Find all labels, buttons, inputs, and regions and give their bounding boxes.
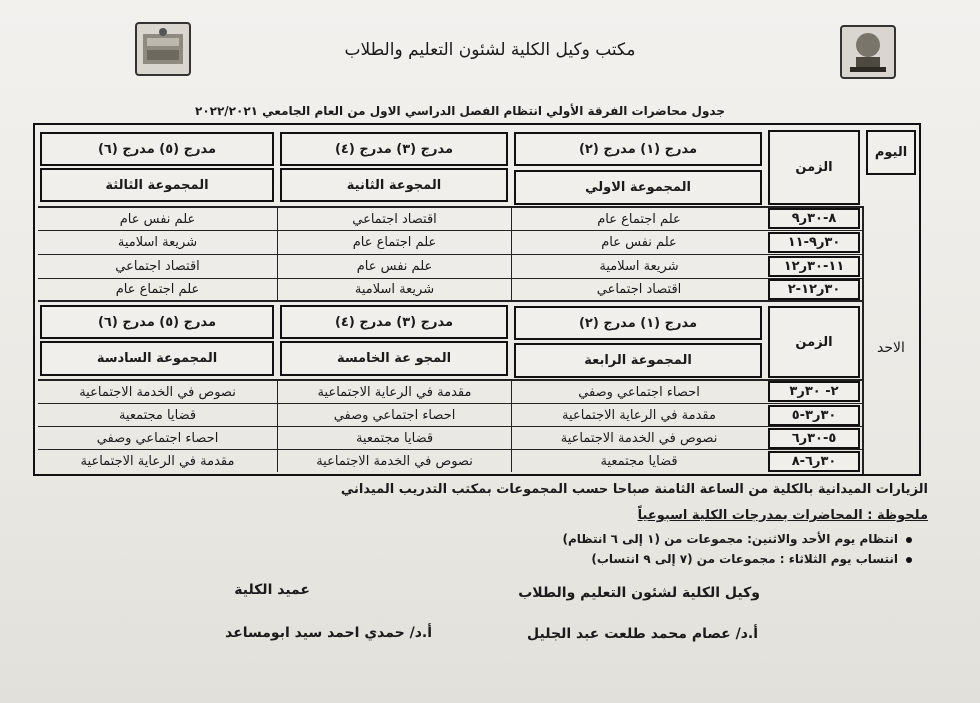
course-cell: علم نفس عام xyxy=(601,235,677,250)
time-header-2: الزمن xyxy=(768,306,860,378)
course-cell: نصوص في الخدمة الاجتماعية xyxy=(560,430,718,446)
time-slot: ٣٠ر١٢-٢ xyxy=(768,279,860,300)
bullet-item xyxy=(591,552,912,566)
bullet-icon xyxy=(906,537,912,543)
time-header: الزمن xyxy=(768,130,860,205)
col-line xyxy=(862,206,864,474)
course-cell: شريعة اسلامية xyxy=(117,235,198,250)
course-cell: نصوص في الخدمة الاجتماعية xyxy=(316,453,473,469)
course-cell: علم نفس عام xyxy=(119,211,196,227)
group-header-3: المجموعة الثالثة xyxy=(40,168,274,202)
group-header-2: المجوعة الثانية xyxy=(280,168,508,202)
course-cell: احصاء اجتماعي وصفي xyxy=(333,407,456,423)
course-cell: احصاء اجتماعي وصفي xyxy=(96,430,219,446)
vice-dean-name: أ.د/ عصام محمد طلعت عبد الجليل xyxy=(527,626,758,642)
course-cell: اقتصاد اجتماعي xyxy=(115,259,200,274)
vice-dean-title: وكيل الكلية لشئون التعليم والطلاب xyxy=(518,585,760,601)
office-title: مكتب وكيل الكلية لشئون التعليم والطلاب xyxy=(344,40,636,60)
remark-note: ملحوظة : المحاضرات بمدرجات الكلية اسبوعياً xyxy=(637,508,928,523)
group-header-1: المجموعة الاولي xyxy=(514,170,762,205)
field-visits-note: الزيارات الميدانية بالكلية من الساعة الثامنة صباحا حسب المجموعات بمكتب التدريب الميداني xyxy=(340,482,928,497)
bullet-item xyxy=(562,532,912,546)
bullet-icon xyxy=(906,557,912,563)
time-slot: ٨-٣٠ر٩ xyxy=(768,208,860,229)
course-cell: نصوص في الخدمة الاجتماعية xyxy=(79,384,236,400)
course-cell: مقدمة في الرعاية الاجتماعية xyxy=(317,384,472,400)
course-cell: مقدمة في الرعاية الاجتماعية xyxy=(80,453,235,469)
time-slot: ٢- ٣٠ر٣ xyxy=(768,381,860,402)
day-value: الاحد xyxy=(877,340,905,356)
course-cell: علم اجتماع عام xyxy=(352,235,437,250)
course-cell: اقتصاد اجتماعي xyxy=(596,282,682,297)
group-header-5: المجو عة الخامسة xyxy=(280,341,508,376)
time-slot: ٣٠ر٩-١١ xyxy=(768,232,860,253)
group-header-4: المجموعة الرابعة xyxy=(514,343,762,378)
course-cell: اقتصاد اجتماعي xyxy=(352,211,437,227)
hall-header-1: مدرج (١) مدرج (٢) xyxy=(514,132,762,166)
dean-title: عميد الكلية xyxy=(234,582,310,598)
faculty-logo xyxy=(135,22,191,76)
hall-header-2: مدرج (٣) مدرج (٤) xyxy=(280,132,508,166)
course-cell: قضايا مجتمعية xyxy=(118,407,197,423)
hall-header-3: مدرج (٥) مدرج (٦) xyxy=(40,305,274,339)
university-logo xyxy=(840,25,896,79)
course-cell: شريعة اسلامية xyxy=(354,282,435,297)
time-slot: ١١-٣٠ر١٢ xyxy=(768,256,860,277)
time-slot: ٥-٣٠ر٦ xyxy=(768,428,860,449)
bullet-text: انتساب يوم الثلاثاء : مجموعات من (٧ إلى ٩ انتساب) xyxy=(591,552,898,566)
course-cell: قضايا مجتمعية xyxy=(355,430,434,446)
hall-header-1: مدرج (١) مدرج (٢) xyxy=(514,306,762,340)
course-cell: علم اجتماع عام xyxy=(115,282,200,297)
time-slot: ٣٠ر٣-٥ xyxy=(768,405,860,426)
course-cell: علم نفس عام xyxy=(356,259,433,274)
time-slot: ٣٠ر٦-٨ xyxy=(768,451,860,472)
course-cell: احصاء اجتماعي وصفي xyxy=(578,384,700,400)
row-line xyxy=(38,300,864,302)
group-header-6: المجموعة السادسة xyxy=(40,341,274,376)
hall-header-3: مدرج (٥) مدرج (٦) xyxy=(40,132,274,166)
course-cell: علم اجتماع عام xyxy=(597,211,681,227)
course-cell: مقدمة في الرعاية الاجتماعية xyxy=(562,407,716,423)
bullet-text: انتظام يوم الأحد والاثنين: مجموعات من (١ إلى ٦ انتظام) xyxy=(562,532,898,546)
dean-name: أ.د/ حمدي احمد سيد ابومساعد xyxy=(225,625,432,641)
hall-header-2: مدرج (٣) مدرج (٤) xyxy=(280,305,508,339)
day-header: اليوم xyxy=(866,130,916,175)
course-cell: قضايا مجتمعية xyxy=(600,453,678,469)
schedule-title: جدول محاضرات الفرقة الأولي انتظام الفصل الدراسي الاول من العام الجامعي ٢٠٢٢/٢٠٢١ xyxy=(195,104,725,118)
course-cell: شريعة اسلامية xyxy=(599,259,679,274)
